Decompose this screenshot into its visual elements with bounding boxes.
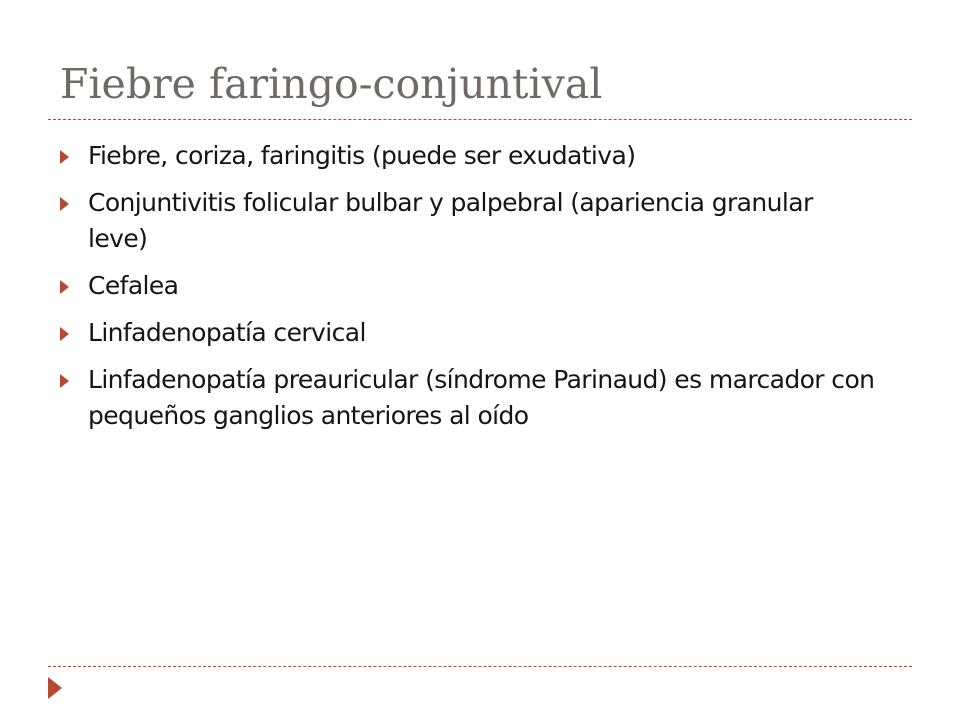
bullet-item [56, 315, 876, 351]
bullet-item [56, 362, 876, 434]
slide-title: Fiebre faringo-conjuntival [60, 60, 603, 108]
triangle-right-icon [48, 677, 62, 699]
triangle-right-icon [56, 138, 88, 174]
bullet-item [56, 268, 876, 304]
triangle-right-icon [56, 268, 88, 304]
triangle-right-icon [56, 185, 88, 221]
triangle-right-icon [56, 362, 88, 398]
bullet-text: Fiebre, coriza, faringitis (puede ser exudativa) [88, 141, 636, 170]
bullet-text: Conjuntivitis folicular bulbar y palpebral (apariencia granular leve) [88, 188, 813, 253]
bullet-item [56, 138, 876, 174]
bullet-item [56, 185, 876, 257]
footer-divider [48, 666, 912, 667]
bullet-text: Linfadenopatía cervical [88, 318, 366, 347]
triangle-right-icon [56, 315, 88, 351]
bullet-text: Cefalea [88, 271, 179, 300]
bullet-list [56, 138, 876, 445]
bullet-text: Linfadenopatía preauricular (síndrome Parinaud) es marcador con pequeños ganglios anteriores al oído [88, 365, 875, 430]
title-divider [48, 119, 912, 120]
